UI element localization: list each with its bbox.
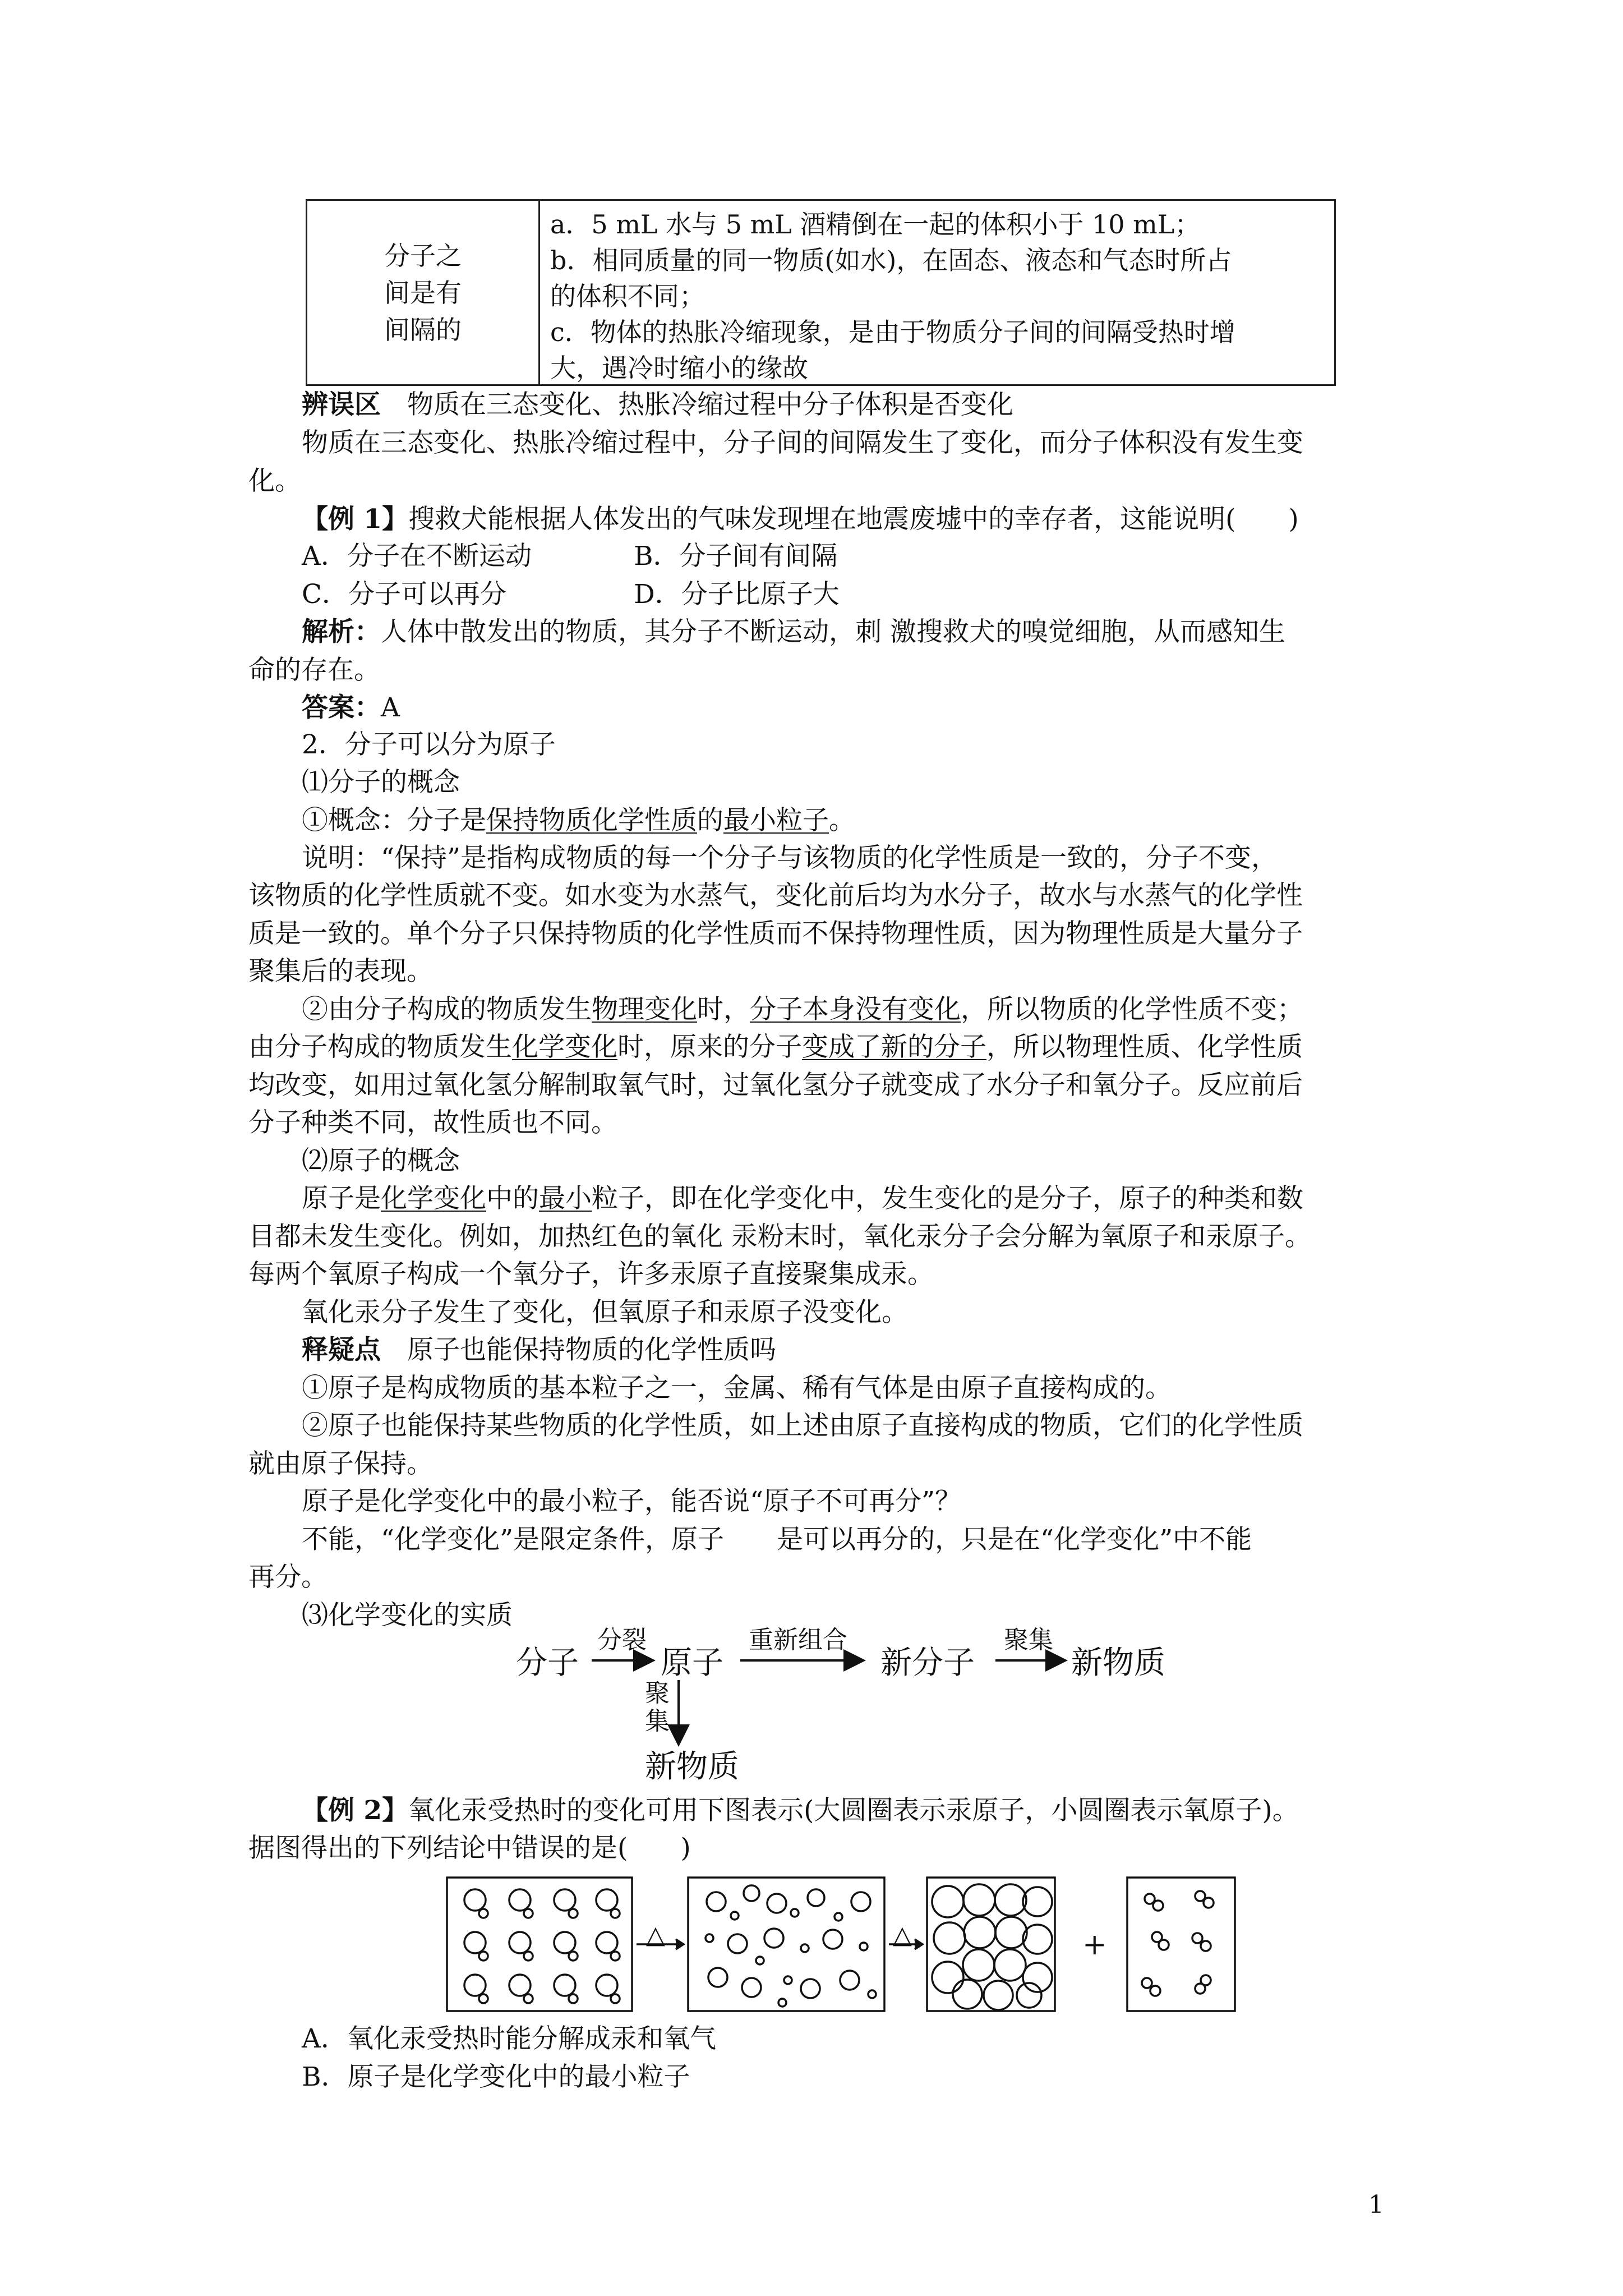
concept-key-term: 保持物质化学性质 (486, 805, 697, 836)
paragraph-line: 均改变，如用过氧化氢分解制取氧气时，过氧化氢分子就变成了水分子和氧分子。反应前后 (248, 1070, 1303, 1101)
flow-node-new-substance: 新物质 (1071, 1645, 1165, 1681)
example-1-label: 【例 1】 (302, 504, 409, 535)
flow-label-split: 分裂 (597, 1626, 647, 1654)
clarification-topic: 原子也能保持物质的化学性质吗 (407, 1335, 776, 1365)
paragraph-line: 再分。 (248, 1562, 328, 1593)
paragraph-line: 化。 (248, 466, 301, 496)
text: 中的 (486, 1183, 539, 1214)
text: ，所以物质的化学性质不变； (961, 994, 1303, 1025)
paragraph-line (302, 1182, 1303, 1216)
subsection-heading: ⑴分子的概念 (302, 767, 460, 798)
paragraph-line: 物质在三态变化、热胀冷缩过程中，分子间的间隔发生了变化，而分子体积没有发生变 (302, 427, 1303, 458)
particle-figure (446, 1876, 1237, 2014)
key-term: 变成了新的分子 (802, 1032, 986, 1062)
paragraph-line (302, 993, 1303, 1027)
paragraph-line: 不能，“化学变化”是限定条件，原子 是可以再分的，只是在“化学变化”中不能 (302, 1524, 1252, 1555)
concept-text: ①概念：分子是 (302, 805, 486, 836)
concept-key-term: 最小粒子 (723, 805, 829, 836)
answer-line (302, 691, 400, 725)
paragraph-line: 目都未发生变化。例如，加热红色的氧化 汞粉末时，氧化汞分子会分解为氧原子和汞原子。 (248, 1221, 1311, 1252)
table-label (384, 237, 462, 348)
flow-node-atom: 原子 (661, 1645, 723, 1681)
text: 粒子，即在化学变化中，发生变化的是分子，原子的种类和数 (592, 1183, 1303, 1214)
misconception-heading (302, 388, 1013, 422)
paragraph-line: 氧化汞分子发生了变化，但氧原子和汞原子没变化。 (302, 1297, 908, 1328)
table-line: c．物体的热胀冷缩现象，是由于物质分子间的间隔受热时增 (550, 317, 1235, 347)
option-a: A．氧化汞受热时能分解成汞和氧气 (302, 2023, 716, 2054)
mercury-oxide-particle-diagram (446, 1876, 1237, 2014)
key-term: 化学变化 (381, 1183, 486, 1214)
paragraph-line: ①原子是构成物质的基本粒子之一，金属、稀有气体是由原子直接构成的。 (302, 1373, 1172, 1404)
paragraph-line: 就由原子保持。 (248, 1448, 433, 1479)
flow-node-new-molecule: 新分子 (880, 1645, 975, 1681)
key-term: 物理变化 (592, 994, 697, 1025)
table-line: 大，遇冷时缩小的缘故 (550, 353, 808, 383)
example-2-question-line: 据图得出的下列结论中错误的是( ) (248, 1833, 691, 1864)
key-term: 最小 (539, 1183, 592, 1214)
paragraph-line (248, 1030, 1303, 1064)
paragraph-line: 每两个氧原子构成一个氧分子，许多汞原子直接聚集成汞。 (248, 1259, 934, 1290)
note-line: 质是一致的。单个分子只保持物质的化学性质而不保持物理性质，因为物理性质是大量分子 (248, 918, 1303, 949)
flow-node-molecule: 分子 (516, 1645, 579, 1681)
text: ②由分子构成的物质发生 (302, 994, 592, 1025)
subsection-heading: ⑶化学变化的实质 (302, 1600, 513, 1631)
flow-node-new-substance: 新物质 (645, 1749, 739, 1785)
intermolecular-space-table (306, 199, 1336, 386)
answer-value: A (381, 692, 400, 723)
flow-label-aggregate-vertical: 聚 (645, 1679, 670, 1708)
analysis-label: 解析： (302, 616, 381, 647)
misconception-topic: 物质在三态变化、热胀冷缩过程中分子体积是否变化 (407, 389, 1013, 420)
text: 时，原来的分子 (617, 1032, 802, 1062)
analysis-text: 人体中散发出的物质，其分子不断运动，刺 激搜救犬的嗅觉细胞，从而感知生 (381, 616, 1285, 647)
flow-label-recombine: 重新组合 (749, 1626, 847, 1654)
table-line: 的体积不同； (550, 281, 705, 311)
example-2-question (302, 1794, 1299, 1828)
label-line: 分子之 (384, 240, 462, 271)
option-d: D．分子比原子大 (634, 579, 840, 610)
clarification-heading (302, 1333, 776, 1367)
clarification-label: 释疑点 (302, 1335, 381, 1365)
table-line: b．相同质量的同一物质(如水)，在固态、液态和气态时所占 (550, 245, 1232, 275)
example-2-label: 【例 2】 (302, 1795, 409, 1826)
option-a: A．分子在不断运动 (302, 541, 532, 572)
flow-label-aggregate: 聚集 (1004, 1626, 1053, 1654)
concept-text: 的 (697, 805, 723, 836)
key-term: 分子本身没有变化 (750, 994, 961, 1025)
misconception-label: 辨误区 (302, 389, 381, 420)
option-c: C．分子可以再分 (302, 579, 506, 610)
key-term: 化学变化 (512, 1032, 617, 1062)
text: 由分子构成的物质发生 (248, 1032, 512, 1062)
flow-label-aggregate-vertical: 集 (645, 1707, 670, 1736)
paragraph-line: 分子种类不同，故性质也不同。 (248, 1107, 617, 1138)
section-heading: 2．分子可以分为原子 (302, 729, 556, 760)
table-line: a．5 mL 水与 5 mL 酒精倒在一起的体积小于 10 mL； (550, 209, 1201, 240)
note-line: 说明：“保持”是指构成物质的每一个分子与该物质的化学性质是一致的，分子不变， (302, 843, 1278, 873)
paragraph-line: ②原子也能保持某些物质的化学性质，如上述由原子直接构成的物质，它们的化学性质 (302, 1410, 1303, 1441)
example-1-question (302, 503, 1299, 536)
note-line: 聚集后的表现。 (248, 956, 433, 987)
page-number: 1 (1368, 2191, 1384, 2219)
paragraph-line: 原子是化学变化中的最小粒子，能否说“原子不可再分”？ (302, 1486, 962, 1517)
label-line: 间是有 (384, 277, 462, 308)
note-line: 该物质的化学性质就不变。如水变为水蒸气，变化前后均为水分子，故水与水蒸气的化学性 (248, 880, 1303, 911)
table-content-cell (540, 201, 1334, 384)
answer-label: 答案： (302, 692, 381, 723)
table-label-cell (307, 201, 540, 384)
text: ，所以物理性质、化学性质 (986, 1032, 1303, 1062)
heat-symbol: △ (646, 1921, 665, 1949)
option-b: B．原子是化学变化中的最小粒子 (302, 2062, 690, 2092)
option-b: B．分子间有间隔 (634, 541, 838, 572)
analysis-line: 命的存在。 (248, 655, 380, 685)
example-1-text: 搜救犬能根据人体发出的气味发现埋在地震废墟中的幸存者，这能说明( ) (408, 504, 1299, 535)
text: 原子是 (302, 1183, 381, 1214)
concept-line (302, 804, 855, 838)
heat-symbol: △ (893, 1921, 912, 1949)
example-2-text: 氧化汞受热时的变化可用下图表示(大圆圈表示汞原子，小圆圈表示氧原子)。 (408, 1795, 1299, 1826)
text: 时， (697, 994, 750, 1025)
analysis-line (302, 615, 1285, 649)
label-line: 间隔的 (384, 314, 462, 345)
concept-text: 。 (829, 805, 855, 836)
subsection-heading: ⑵原子的概念 (302, 1145, 460, 1176)
chemical-change-flow-diagram (494, 1618, 1200, 1787)
plus-symbol: + (1082, 1928, 1107, 1962)
